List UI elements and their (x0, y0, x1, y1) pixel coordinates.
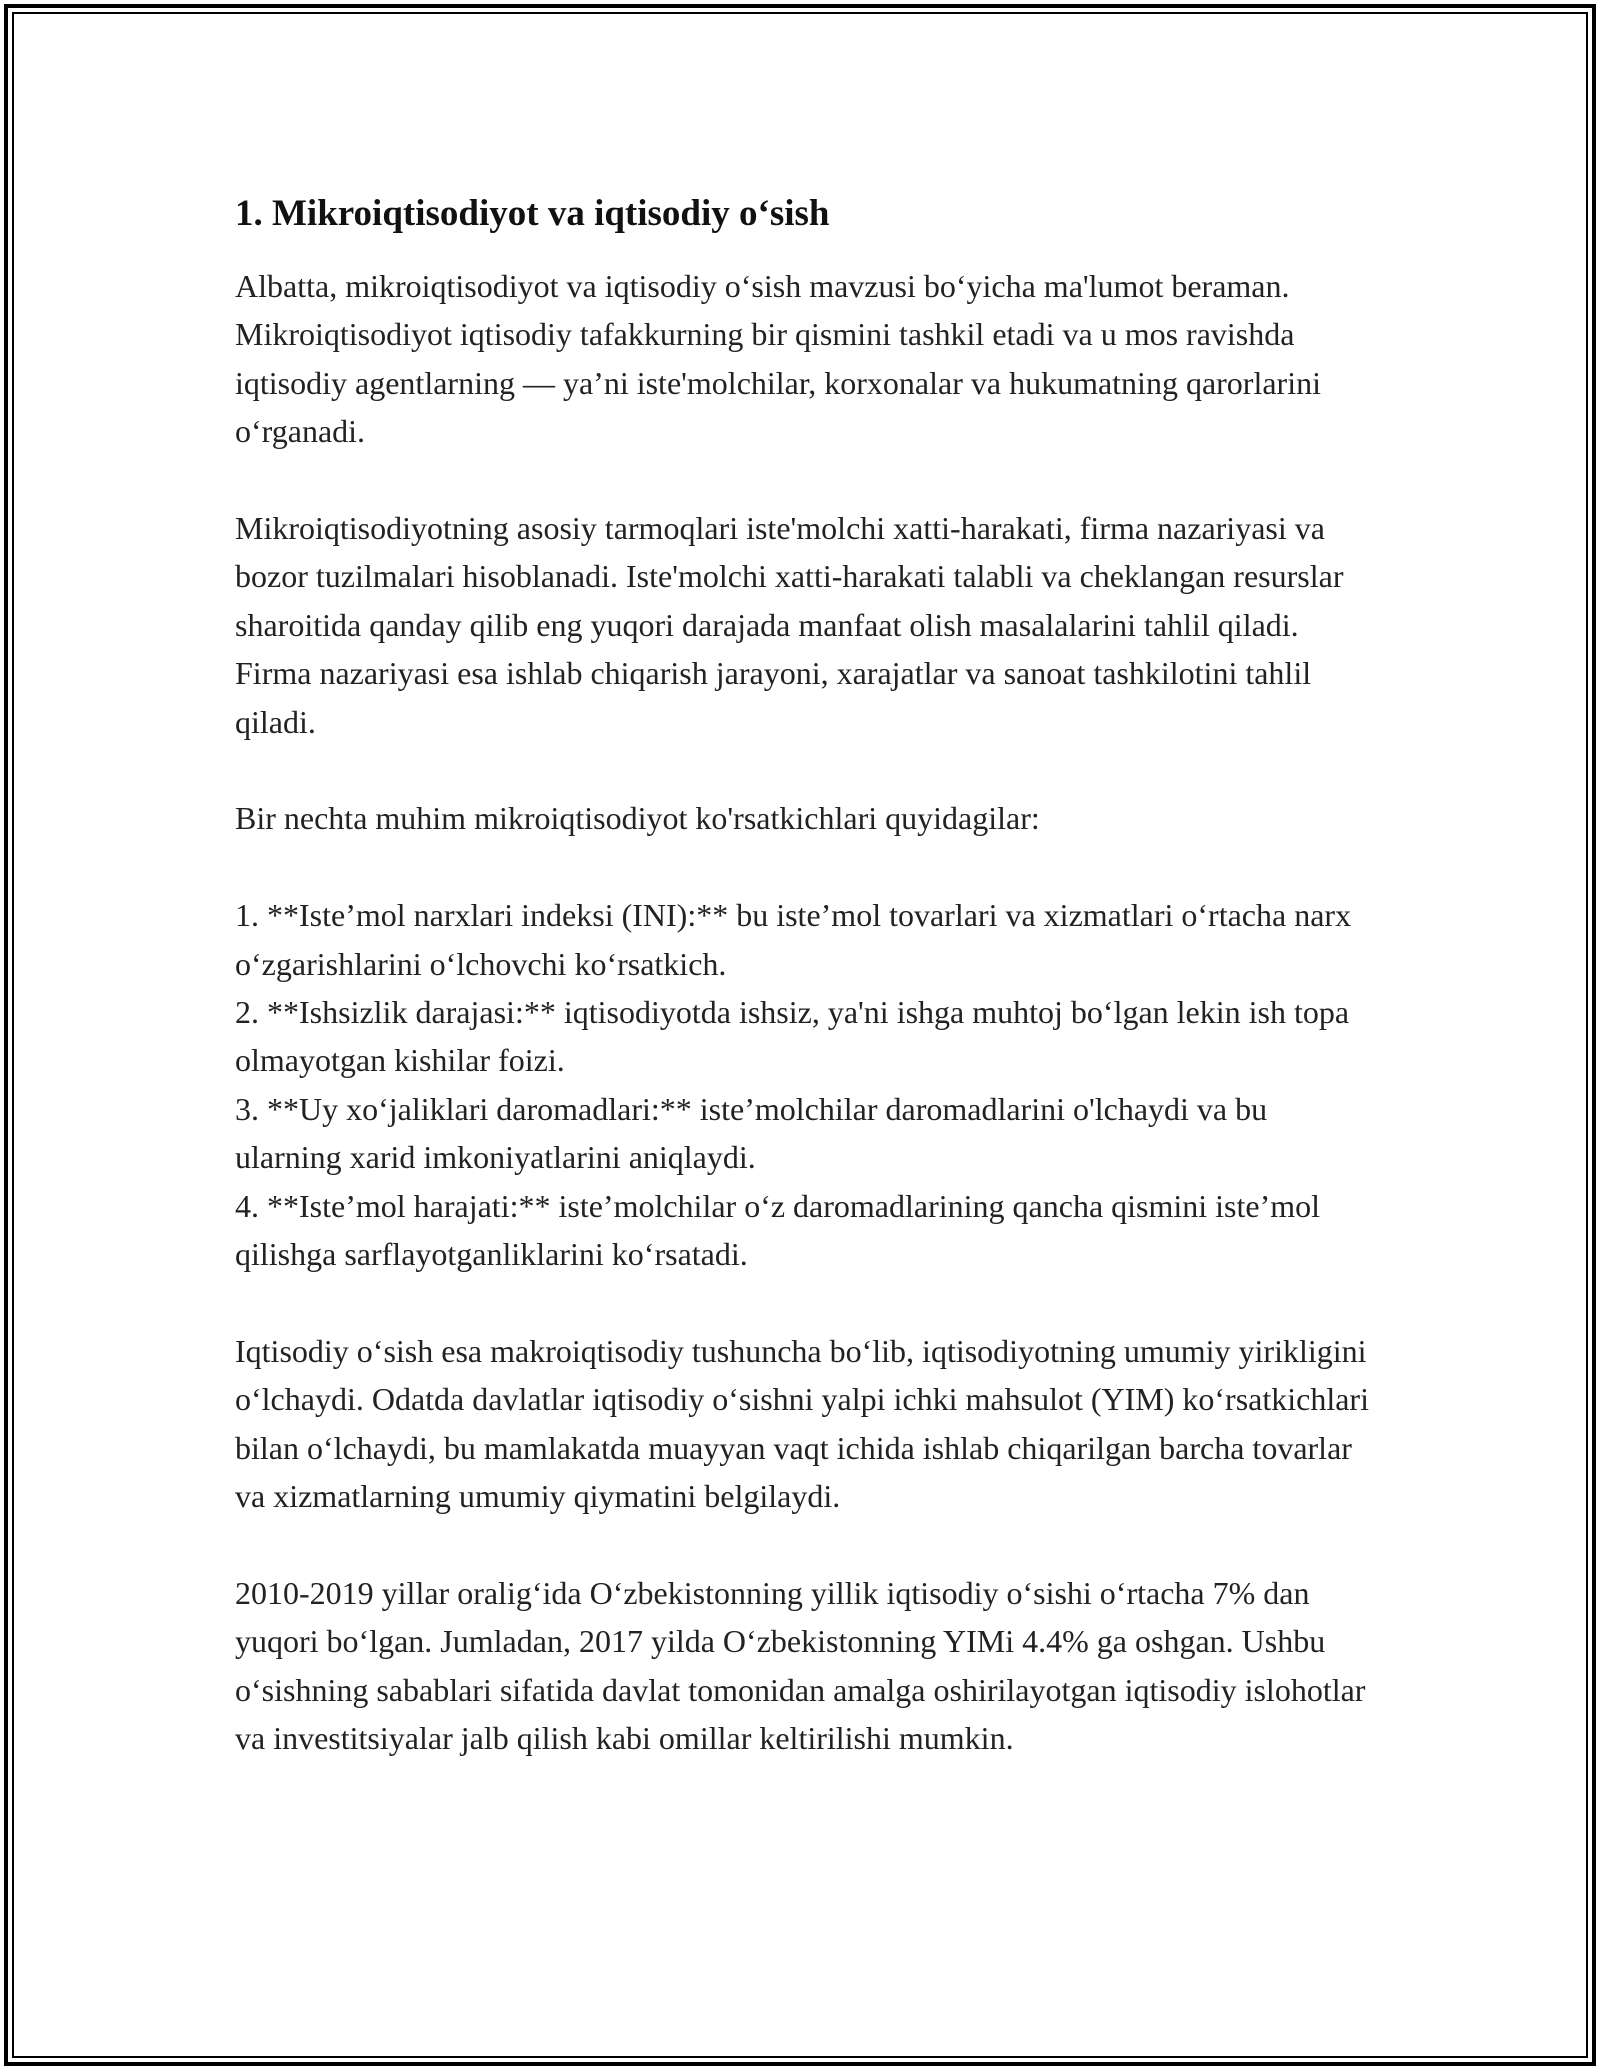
list-item: 2. **Ishsizlik darajasi:** iqtisodiyotda ishsiz, ya'ni ishga muhtoj bo‘lgan lekin ish topa olmayotgan kishilar foizi. (235, 994, 1350, 1079)
document-body (235, 186, 1375, 1811)
list-item: 3. **Uy xo‘jaliklari daromadlari:** iste’molchilar daromadlarini o'lchaydi va bu ularning xarid imkoniyatlarini aniqlaydi. (235, 1090, 1268, 1176)
paragraph-uzbekistan-growth: 2010-2019 yillar oralig‘ida O‘zbekistonning yillik iqtisodiy o‘sishi o‘rtacha 7% dan yuqori bo‘lgan. Jumladan, 2017 yilda O‘zbekistonning YIMi 4.4% ga oshgan. Ushbu o‘sishning sabablari sifatida davlat tomonidan amalga oshirilayotgan iqtisodiy islohotlar va investitsiyalar jalb qilish kabi omillar keltirilishi mumkin. (235, 1574, 1366, 1757)
paragraph-intro: Albatta, mikroiqtisodiyot va iqtisodiy o‘sish mavzusi bo‘yicha ma'lumot beraman. Mikroiqtisodiyot iqtisodiy tafakkurning bir qismini tashkil etadi va u mos ravishda iqtisodiy agentlarning — ya’ni iste'molchilar, korxonalar va hukumatning qarorlarini o‘rganadi. (235, 268, 1321, 450)
paragraph-branches: Mikroiqtisodiyotning asosiy tarmoqlari iste'molchi xatti-harakati, firma nazariyasi va bozor tuzilmalari hisoblanadi. Iste'molchi xatti-harakati talabli va cheklangan resurslar sharoitida qanday qilib eng yuqori darajada manfaat olish masalalarini tahlil qiladi. Firma nazariyasi esa ishlab chiqarish jarayoni, xarajatlar va sanoat tashkilotini tahlil qiladi. (235, 510, 1344, 740)
list-item: 1. **Iste’mol narxlari indeksi (INI):** bu iste’mol tovarlari va xizmatlari o‘rtacha narx o‘zgarishlarini o‘lchovchi ko‘rsatkich. (235, 897, 1352, 982)
paragraph-indicators-lead: Bir nechta muhim mikroiqtisodiyot ko'rsatkichlari quyidagilar: (235, 800, 1040, 837)
section-title: 1. Mikroiqtisodiyot va iqtisodiy o‘sish (235, 193, 830, 234)
paragraph-economic-growth: Iqtisodiy o‘sish esa makroiqtisodiy tushuncha bo‘lib, iqtisodiyotning umumiy yirikligini o‘lchaydi. Odatda davlatlar iqtisodiy o‘sishni yalpi ichki mahsulot (YIM) ko‘rsatkichlari bilan o‘lchaydi, bu mamlakatda muayyan vaqt ichida ishlab chiqarilgan barcha tovarlar va xizmatlarning umumiy qiymatini belgilaydi. (235, 1332, 1369, 1515)
indicators-list (235, 891, 1375, 1278)
list-item: 4. **Iste’mol harajati:** iste’molchilar o‘z daromadlarining qancha qismini iste’mol qilishga sarflayotganliklarini ko‘rsatadi. (235, 1187, 1321, 1273)
